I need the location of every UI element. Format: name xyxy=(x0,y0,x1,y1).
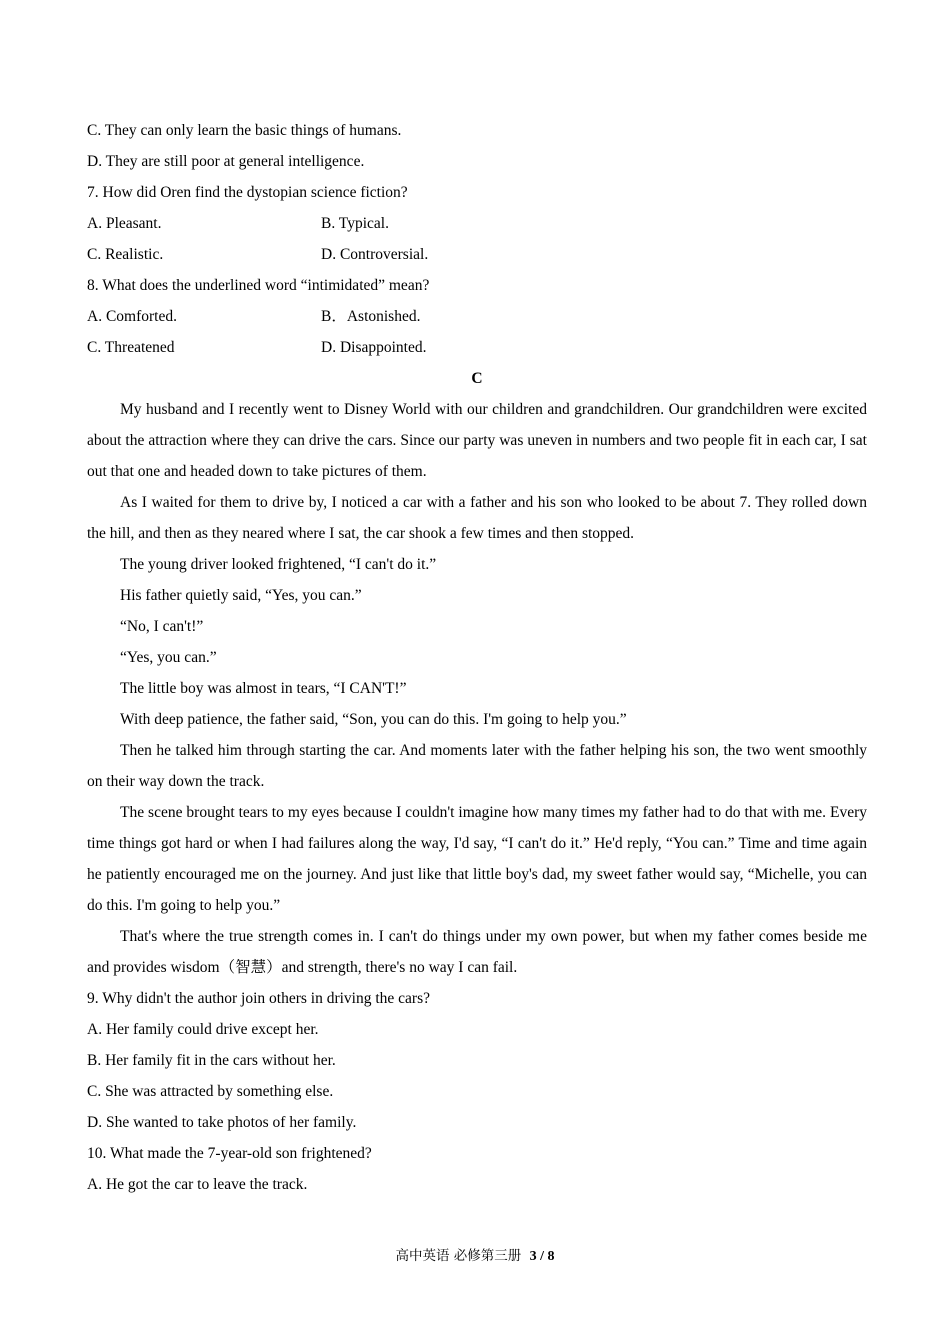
passage-paragraph: My husband and I recently went to Disney World with our children and grandchildren. Our grandchildren were excited about the attraction where they can drive the cars. Since our party was uneven in numbers and two people fit in each car, I sat out that one and headed down to take pictures of them. xyxy=(87,401,867,480)
q7-question: 7. How did Oren find the dystopian science fiction? xyxy=(87,184,408,201)
passage-paragraph: As I waited for them to drive by, I noticed a car with a father and his son who looked to be about 7. They rolled down the hill, and then as they neared where I sat, the car shook a few times and then stopped. xyxy=(87,494,867,542)
q9-option-c: C. She was attracted by something else. xyxy=(87,1083,334,1100)
passage-paragraph: With deep patience, the father said, “Son, you can do this. I'm going to help you.” xyxy=(120,711,627,728)
passage-paragraph: “No, I can't!” xyxy=(120,618,204,635)
q8-option-c: C. Threatened xyxy=(87,339,175,356)
q8-question: 8. What does the underlined word “intimidated” mean? xyxy=(87,277,430,294)
passage-paragraph: The young driver looked frightened, “I can't do it.” xyxy=(120,556,437,573)
q8-option-b: B．Astonished. xyxy=(321,308,421,325)
q7-option-c: C. Realistic. xyxy=(87,246,164,263)
q6-option-c: C. They can only learn the basic things of humans. xyxy=(87,122,402,139)
q9-option-d: D. She wanted to take photos of her family. xyxy=(87,1114,357,1131)
passage-paragraph: The scene brought tears to my eyes because I couldn't imagine how many times my father had to do that with me. Every time things got hard or when I had failures along the way, I'd say, “I can't do it.” He'd reply, “You can.” Time and time again he patiently encouraged me on the journey. And just like that little boy's dad, my sweet father would say, “Michelle, you can do this. I'm going to help you.” xyxy=(87,804,867,914)
q8-options-row-2 xyxy=(87,332,867,363)
passage-c-title: C xyxy=(471,370,483,387)
q10-question: 10. What made the 7-year-old son frightened? xyxy=(87,1145,372,1162)
passage-paragraph: The little boy was almost in tears, “I CAN'T!” xyxy=(120,680,407,697)
q7-options-row-2 xyxy=(87,239,867,270)
q9-option-a: A. Her family could drive except her. xyxy=(87,1021,319,1038)
passage-paragraph: Then he talked him through starting the car. And moments later with the father helping his son, the two went smoothly on their way down the track. xyxy=(87,742,867,790)
page-footer xyxy=(0,1244,950,1265)
q9-option-b: B. Her family fit in the cars without her. xyxy=(87,1052,336,1069)
q7-option-d: D. Controversial. xyxy=(321,246,429,263)
q10-option-a: A. He got the car to leave the track. xyxy=(87,1176,308,1193)
q7-options-row-1 xyxy=(87,208,867,239)
page-number: 3 / 8 xyxy=(529,1249,555,1264)
q7-option-b: B. Typical. xyxy=(321,215,389,232)
document-page xyxy=(87,115,867,1200)
passage-paragraph: His father quietly said, “Yes, you can.” xyxy=(120,587,362,604)
passage-paragraph: “Yes, you can.” xyxy=(120,649,217,666)
passage-paragraph: That's where the true strength comes in. I can't do things under my own power, but when my father comes beside me and provides wisdom（智慧）and strength, there's no way I can fail. xyxy=(87,928,867,976)
q7-option-a: A. Pleasant. xyxy=(87,215,162,232)
q8-options-row-1 xyxy=(87,301,867,332)
q6-option-d: D. They are still poor at general intelligence. xyxy=(87,153,365,170)
footer-label: 高中英语 必修第三册 xyxy=(395,1248,522,1264)
q8-option-d: D. Disappointed. xyxy=(321,339,427,356)
q9-question: 9. Why didn't the author join others in driving the cars? xyxy=(87,990,431,1007)
q8-option-a: A. Comforted. xyxy=(87,308,177,325)
